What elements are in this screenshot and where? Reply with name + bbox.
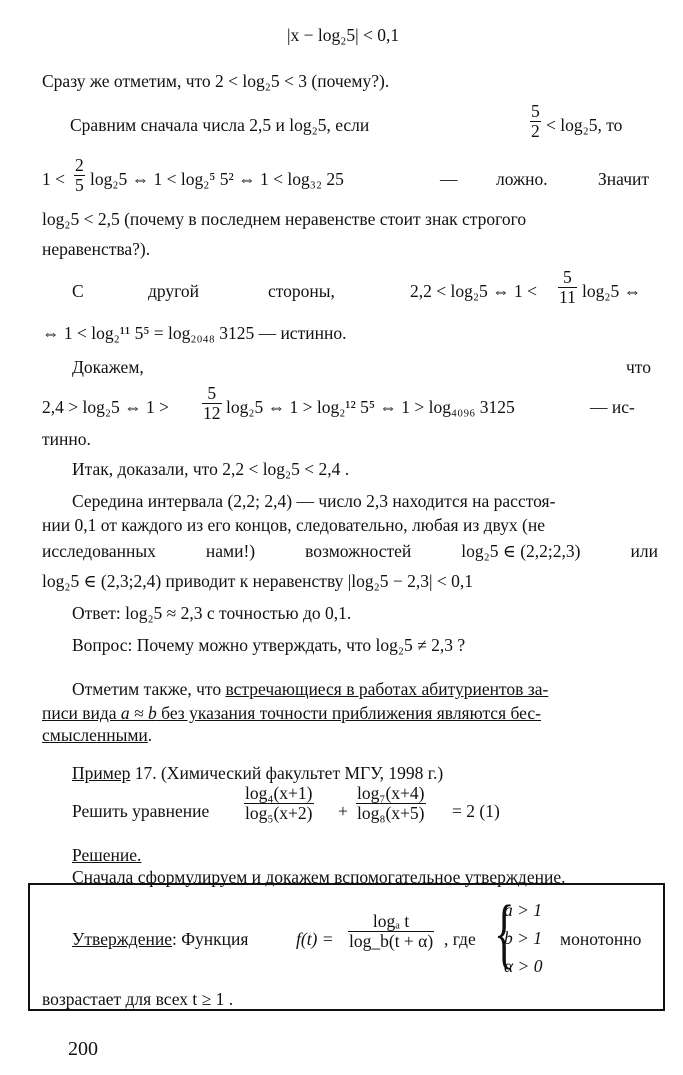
paragraph-line: Итак, доказали, что 2,2 < log₂5 < 2,4 . (72, 459, 350, 479)
math-expression: log₂5 ⇔ 1 > log₂¹² 5⁵ ⇔ 1 > log₄₀₉₆ 3125 (226, 397, 515, 417)
paragraph-line: log₂5 ∈ (2,3;2,4) приводит к неравенству |log₂5 − 2,3| < 0,1 (42, 571, 473, 591)
inequality-header: |x − log₂5| < 0,1 (287, 25, 400, 45)
math-expression: log₂5 ⇔ (582, 281, 642, 301)
word: монотонно (560, 929, 642, 949)
paragraph-line: Середина интервала (2,2; 2,4) — число 2,3 находится на расстоя- (72, 491, 556, 511)
word: что (626, 357, 651, 377)
math-expression: 2,2 < log₂5 ⇔ 1 < (410, 281, 537, 301)
equation-label: Решить уравнение (72, 801, 210, 821)
paragraph-line: Сразу же отметим, что 2 < log₂5 < 3 (почему?). (42, 71, 390, 91)
paragraph-line: Сначала сформулируем и докажем вспомогательное утверждение. (72, 867, 566, 887)
answer-line: Ответ: log₂5 ≈ 2,3 с точностью до 0,1. (72, 603, 352, 623)
word: — ис- (590, 397, 635, 417)
paragraph-line: писи вида a ≈ b без указания точности приближения являются бес- (42, 703, 541, 723)
function-fraction: $\frac{\text{logₐ t}}{\log\_b(t + \alpha)}$ (349, 911, 434, 952)
word: , где (444, 929, 476, 949)
paragraph-line: исследованных нами!) возможностей log₂5 ∈ (2,2;2,3) или (42, 541, 658, 561)
paragraph-line: нии 0,1 от каждого из его концов, следовательно, любая из двух (не (42, 515, 546, 535)
word: Значит (598, 169, 650, 189)
math-expression: log₂5 ⇔ 1 < log₂⁵ 5² ⇔ 1 < log₃₂ 25 (90, 169, 344, 189)
page-number: 200 (68, 1038, 98, 1060)
paragraph-line: ⇔ 1 < log₂¹¹ 5⁵ = log₂₀₄₈ 3125 — истинно. (42, 323, 347, 343)
paragraph-line: < log₂5, то (546, 115, 623, 135)
condition: b > 1 (504, 928, 543, 948)
fraction: $\frac{5}{11}$ (559, 267, 576, 308)
paragraph-line: смысленными. (42, 725, 153, 745)
condition: a > 1 (504, 900, 543, 920)
function-name: f(t) = (296, 929, 334, 949)
word: Докажем, (72, 357, 144, 377)
paragraph-line: 1 < (42, 169, 65, 189)
brace-symbol: { (494, 889, 515, 976)
math-expression: 2,4 > log₂5 ⇔ 1 > (42, 397, 169, 417)
equation-fraction: $\frac{\text{log₇(x+4)}}{\text{log₈(x+5)}}$ (357, 783, 425, 824)
word: С (72, 281, 84, 301)
fraction: $\frac{5}{2}$ (531, 101, 540, 142)
solution-heading: Решение. (72, 845, 142, 865)
statement-line: возрастает для всех t ≥ 1 . (42, 989, 234, 1009)
paragraph-line: log₂5 < 2,5 (почему в последнем неравенстве стоит знак строгого (42, 209, 527, 229)
statement-line: Утверждение: Функция (72, 929, 249, 949)
equation-rhs: = 2 (1) (452, 801, 500, 821)
fraction: $\frac{5}{12}$ (203, 383, 221, 424)
paragraph-line: неравенства?). (42, 239, 151, 259)
paragraph-line: Сравним сначала числа 2,5 и log₂5, если (70, 115, 370, 135)
question-line: Вопрос: Почему можно утверждать, что log₂5 ≠ 2,3 ? (72, 635, 466, 655)
condition: α > 0 (504, 956, 543, 976)
word: ложно. (496, 169, 548, 189)
paragraph-line: тинно. (42, 429, 91, 449)
plus-sign: + (338, 801, 348, 821)
equation-fraction: $\frac{\text{log₄(x+1)}}{\text{log₅(x+2)}}$ (245, 783, 313, 824)
dash: — (440, 169, 458, 189)
paragraph-line: Отметим также, что встречающиеся в работах абитуриентов за- (72, 679, 549, 699)
word: другой (148, 281, 200, 301)
example-heading: Пример 17. (Химический факультет МГУ, 1998 г.) (72, 763, 444, 783)
word: стороны, (268, 281, 335, 301)
fraction: $\frac{2}{5}$ (75, 155, 84, 196)
